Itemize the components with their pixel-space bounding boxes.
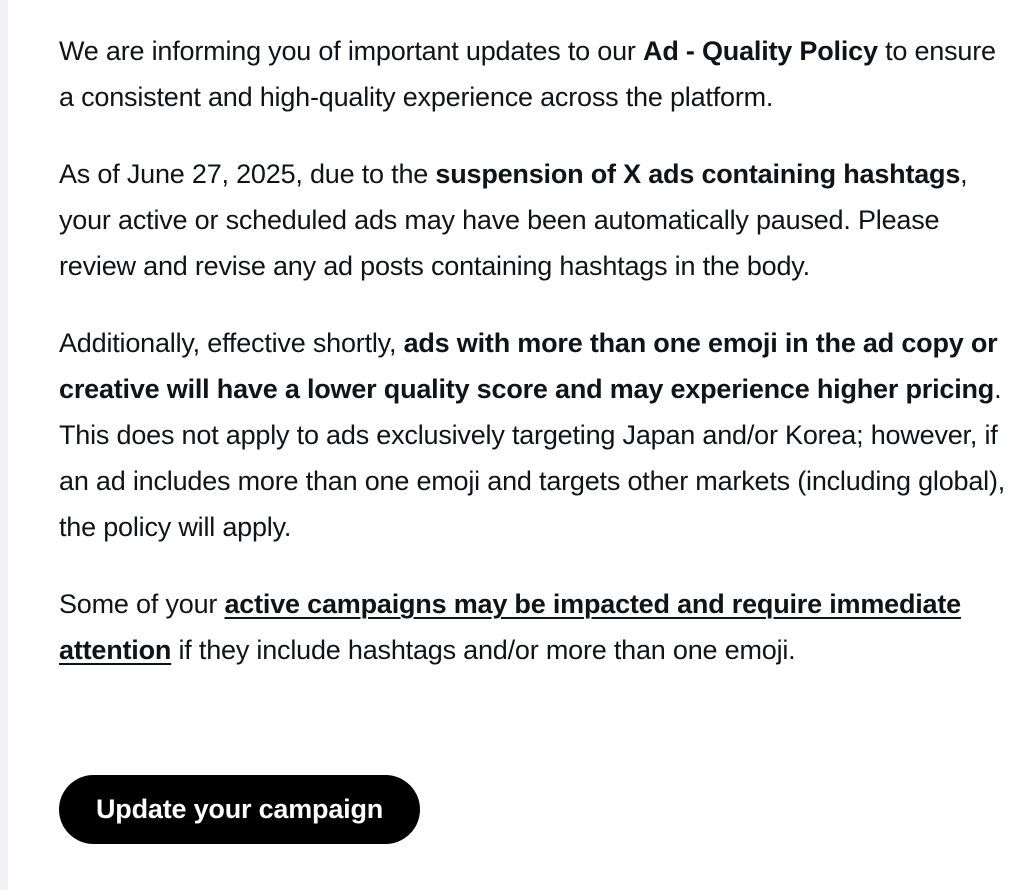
- emoji-policy-paragraph: [59, 320, 1009, 550]
- policy-intro-paragraph: [59, 28, 1009, 120]
- campaign-impact-text-1: Some of your: [59, 589, 225, 619]
- policy-intro-text-2: to ensure a consistent and high-quality experience across the platform.: [59, 36, 996, 112]
- left-edge-divider: [0, 0, 8, 890]
- emoji-policy-text-1: Additionally, effective shortly,: [59, 328, 404, 358]
- impacted-campaigns-link[interactable]: active campaigns may be impacted and require immediate attention: [59, 589, 961, 665]
- campaign-impact-paragraph: [59, 581, 1009, 673]
- update-campaign-button[interactable]: Update your campaign: [59, 775, 420, 844]
- hashtag-policy-text-2: , your active or scheduled ads may have been automatically paused. Please review and revise any ad posts containing hashtags in the body.: [59, 159, 968, 281]
- hashtag-policy-text-1: As of June 27, 2025, due to the: [59, 159, 436, 189]
- emoji-policy-highlight: ads with more than one emoji in the ad copy or creative will have a lower quality score and may experience higher pricing: [59, 328, 998, 404]
- campaign-impact-text-2: if they include hashtags and/or more than one emoji.: [171, 635, 796, 665]
- hashtag-policy-paragraph: [59, 151, 1009, 289]
- email-body: [59, 28, 1009, 704]
- hashtag-suspension-highlight: suspension of X ads containing hashtags: [435, 159, 961, 189]
- emoji-policy-text-2: . This does not apply to ads exclusively targeting Japan and/or Korea; however, if an ad includes more than one emoji and targets other markets (including global), the policy will apply.: [59, 374, 1006, 542]
- policy-intro-text-1: We are informing you of important updates to our: [59, 36, 644, 66]
- policy-name: Ad - Quality Policy: [643, 36, 878, 66]
